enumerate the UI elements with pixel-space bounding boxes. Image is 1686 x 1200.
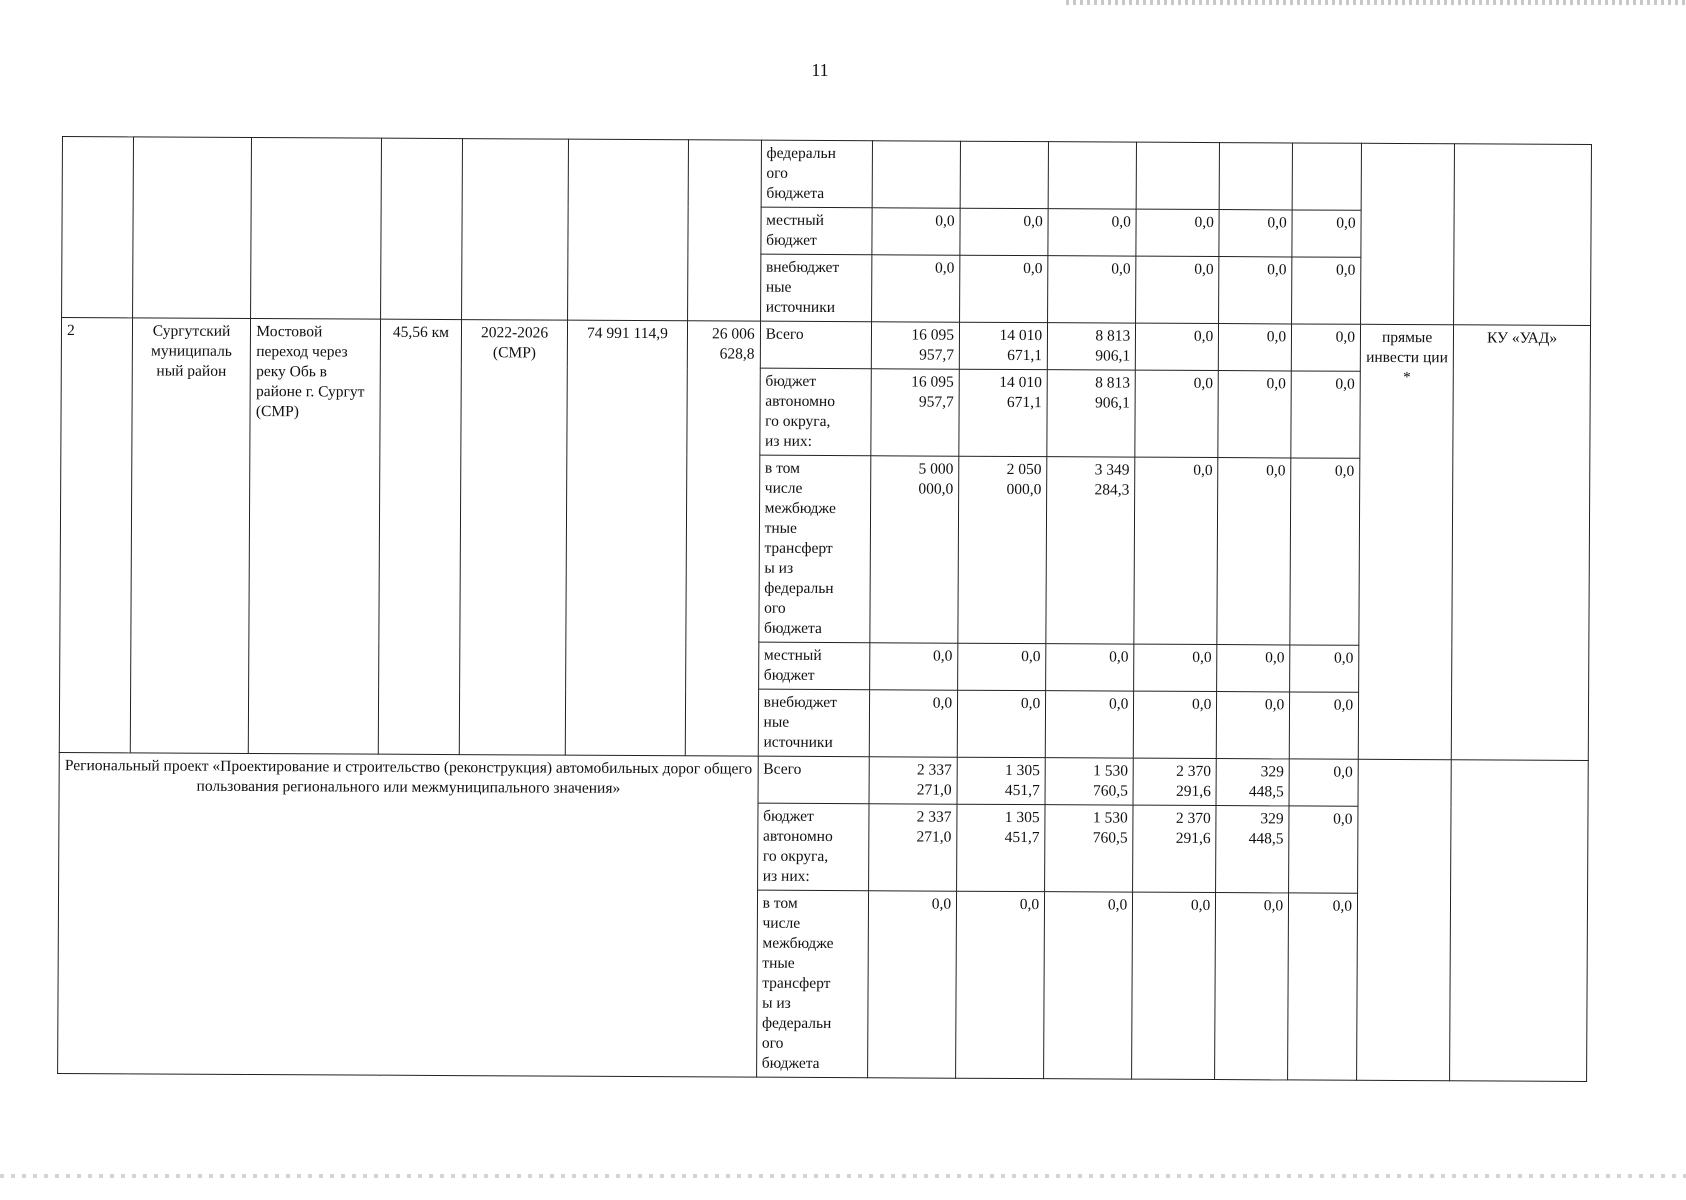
value-cell: 0,0 (1292, 257, 1361, 324)
value-cell: 0,0 (1136, 256, 1219, 323)
value-cell: 0,0 (1134, 457, 1218, 644)
source-label: Всего (760, 321, 872, 369)
value-cell: 0,0 (1045, 691, 1133, 758)
value-cell: 0,0 (1290, 645, 1359, 692)
source-label: местный бюджет (761, 207, 873, 255)
value-cell: 0,0 (1290, 458, 1360, 645)
value-cell: 0,0 (956, 891, 1045, 1078)
page-number: 11 (811, 60, 829, 80)
regional-project-title: Региональный проект «Проектирование и строительство (реконструкция) автомобильных дорог общего пользования регионального или межмуниципального значения» (58, 752, 758, 1077)
value-cell: 0,0 (1134, 691, 1217, 758)
object-name-cell: Мостовой переход через реку Обь в районе г. Сургут (СМР) (249, 318, 381, 754)
value-cell: 8 813 906,1 (1047, 370, 1136, 457)
value-cell: 16 095 957,7 (871, 322, 959, 369)
source-label: федеральн ого бюджета (761, 140, 873, 208)
value-cell: 329 448,5 (1216, 759, 1289, 806)
value-cell: 0,0 (960, 255, 1048, 322)
value-cell: 0,0 (1046, 644, 1134, 691)
value-cell: 2 337 271,0 (869, 757, 957, 804)
value-cell: 0,0 (960, 208, 1048, 255)
value-cell: 0,0 (1289, 759, 1358, 806)
value-cell: 0,0 (1217, 645, 1290, 692)
value-cell: 0,0 (1291, 371, 1360, 458)
value-cell: 1 305 451,7 (957, 757, 1045, 804)
value-cell: 0,0 (1215, 893, 1289, 1080)
value-cell: 0,0 (872, 255, 960, 322)
value-cell: 0,0 (1289, 806, 1358, 893)
value-cell: 0,0 (1134, 644, 1217, 691)
value-cell: 0,0 (1048, 209, 1136, 256)
empty-cell (380, 138, 462, 319)
value-cell: 0,0 (1217, 458, 1291, 645)
value-cell: 0,0 (1288, 893, 1358, 1080)
value-cell: 0,0 (1217, 692, 1290, 759)
table-row (59, 752, 1588, 807)
value-cell: 8 813 906,1 (1047, 323, 1135, 370)
value-cell: 0,0 (1292, 324, 1361, 371)
value-cell: 0,0 (1132, 892, 1216, 1079)
empty-cell (1450, 760, 1588, 1082)
value-cell: 0,0 (1044, 892, 1133, 1079)
mechanism-cell: прямые инвести ции * (1358, 324, 1453, 759)
value-cell (960, 141, 1048, 208)
estimated-cost-cell: 74 991 114,9 (566, 320, 688, 756)
value-cell: 0,0 (869, 690, 957, 757)
value-cell: 0,0 (870, 643, 958, 690)
empty-cell (1454, 144, 1592, 326)
value-cell: 1 530 760,5 (1045, 805, 1134, 892)
value-cell: 14 010 671,1 (959, 322, 1047, 369)
empty-cell (1357, 759, 1452, 1080)
value-cell: 0,0 (1048, 256, 1136, 323)
empty-cell (461, 139, 568, 321)
scan-noise-top (1066, 0, 1686, 5)
source-label: Всего (758, 756, 870, 804)
value-cell: 2 050 000,0 (958, 456, 1047, 643)
capacity-cell: 45,56 км (378, 319, 461, 754)
source-label: внебюджет ные источники (758, 689, 870, 757)
value-cell: 0,0 (1219, 210, 1292, 257)
municipality-cell: Сургутский муниципаль ный район (130, 318, 251, 754)
source-label: бюджет автономно го округа, из них: (757, 803, 869, 891)
value-cell: 2 370 291,6 (1133, 758, 1216, 805)
empty-cell (132, 137, 251, 319)
value-cell: 0,0 (1136, 323, 1219, 370)
empty-cell (251, 137, 382, 319)
value-cell (1292, 143, 1361, 210)
empty-cell (687, 140, 761, 321)
financing-table (57, 136, 1592, 1082)
customer-cell: КУ «УАД» (1451, 325, 1590, 761)
value-cell: 0,0 (1292, 210, 1361, 257)
source-label: бюджет автономно го округа, из них: (759, 368, 871, 456)
value-cell: 0,0 (957, 690, 1045, 757)
value-cell: 3 349 284,3 (1046, 457, 1135, 644)
value-cell: 0,0 (1289, 692, 1358, 759)
empty-cell (1361, 143, 1455, 324)
remaining-cost-cell: 26 006 628,8 (685, 321, 760, 756)
value-cell: 0,0 (872, 208, 960, 255)
value-cell: 2 337 271,0 (869, 804, 958, 891)
table-row (61, 318, 1590, 373)
source-label: внебюджет ные источники (760, 254, 872, 322)
value-cell (872, 141, 960, 208)
value-cell: 2 370 291,6 (1133, 805, 1216, 892)
value-cell: 0,0 (868, 891, 957, 1078)
value-cell: 0,0 (1136, 209, 1219, 256)
source-label: в том числе межбюдже тные трансферт ы из федеральн ого бюджета (759, 455, 871, 643)
value-cell: 5 000 000,0 (870, 456, 959, 643)
scan-noise-bottom (0, 1174, 1686, 1178)
value-cell: 329 448,5 (1216, 806, 1289, 893)
value-cell: 0,0 (1218, 371, 1291, 458)
value-cell: 1 305 451,7 (957, 804, 1046, 891)
value-cell: 0,0 (1219, 257, 1292, 324)
value-cell (1136, 142, 1219, 209)
value-cell: 0,0 (1219, 324, 1292, 371)
source-label: местный бюджет (758, 642, 870, 690)
value-cell: 1 530 760,5 (1045, 758, 1133, 805)
empty-cell (62, 137, 134, 318)
period-cell: 2022-2026 (СМР) (459, 320, 568, 756)
value-cell (1048, 142, 1136, 209)
table-row (62, 137, 1591, 212)
value-cell: 0,0 (1135, 370, 1218, 457)
value-cell (1219, 143, 1292, 210)
value-cell: 14 010 671,1 (959, 369, 1048, 456)
value-cell: 16 095 957,7 (871, 369, 960, 456)
source-label: в том числе межбюдже тные трансферт ы из федеральн ого бюджета (756, 890, 868, 1078)
value-cell: 0,0 (958, 643, 1046, 690)
empty-cell (568, 139, 688, 321)
item-number: 2 (59, 318, 132, 753)
